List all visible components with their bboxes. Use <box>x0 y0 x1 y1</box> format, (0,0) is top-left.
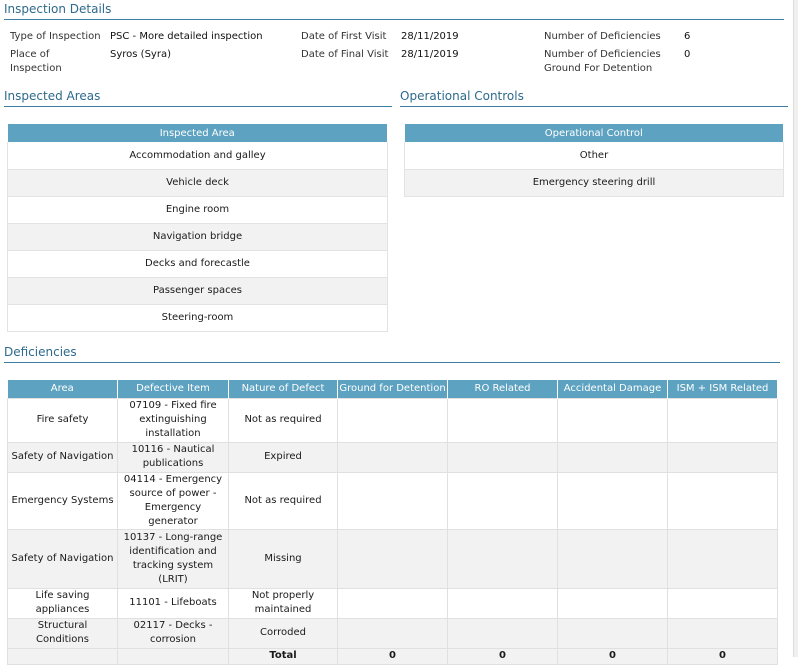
ism-related-cell <box>668 472 778 529</box>
inspected-areas-table <box>7 124 388 332</box>
total-row <box>8 648 778 664</box>
nature-cell: Corroded <box>229 618 338 648</box>
total-accidental-damage: 0 <box>558 648 668 664</box>
inspected-areas-title: Inspected Areas <box>4 89 392 107</box>
ism-related-cell <box>668 442 778 472</box>
ro-related-cell <box>448 398 558 442</box>
final-visit-label: Date of Final Visit <box>301 49 389 60</box>
table-row <box>8 588 778 618</box>
ro-related-cell <box>448 529 558 588</box>
col-ground-detention-header: Ground for Detention <box>338 380 448 398</box>
inspected-area-header: Inspected Area <box>8 124 388 142</box>
area-cell: Safety of Navigation <box>8 442 118 472</box>
num-detention-value: 0 <box>684 49 691 60</box>
col-nature-header: Nature of Defect <box>229 380 338 398</box>
inspected-area-row: Navigation bridge <box>8 223 388 250</box>
operational-control-row: Emergency steering drill <box>405 169 784 196</box>
total-ro-related: 0 <box>448 648 558 664</box>
place-of-inspection-label-1: Place of <box>10 49 50 60</box>
col-accidental-damage-header: Accidental Damage <box>558 380 668 398</box>
ism-related-cell <box>668 529 778 588</box>
deficiencies-table <box>7 380 778 665</box>
accidental-damage-cell <box>558 529 668 588</box>
ground-detention-cell <box>338 529 448 588</box>
area-cell: Structural Conditions <box>8 618 118 648</box>
num-deficiencies-label: Number of Deficiencies <box>544 31 661 42</box>
table-row <box>8 618 778 648</box>
table-row <box>8 472 778 529</box>
deficiencies-title: Deficiencies <box>4 345 780 363</box>
col-ro-related-header: RO Related <box>448 380 558 398</box>
inspection-details-title: Inspection Details <box>4 2 784 20</box>
first-visit-value: 28/11/2019 <box>401 31 459 42</box>
accidental-damage-cell <box>558 618 668 648</box>
inspected-area-row: Passenger spaces <box>8 277 388 304</box>
ism-related-cell <box>668 398 778 442</box>
total-empty-cell <box>118 648 229 664</box>
num-detention-label-2: Ground For Detention <box>544 63 653 74</box>
num-deficiencies-value: 6 <box>684 31 691 42</box>
ground-detention-cell <box>338 588 448 618</box>
defective-item-cell: 10116 - Nautical publications <box>118 442 229 472</box>
accidental-damage-cell <box>558 442 668 472</box>
ism-related-cell <box>668 588 778 618</box>
type-of-inspection-value: PSC - More detailed inspection <box>110 31 263 42</box>
final-visit-value: 28/11/2019 <box>401 49 459 60</box>
area-cell: Life saving appliances <box>8 588 118 618</box>
vertical-scrollbar[interactable] <box>793 0 798 657</box>
inspected-area-row: Accommodation and galley <box>8 142 388 169</box>
operational-controls-title: Operational Controls <box>400 89 788 107</box>
defective-item-cell: 02117 - Decks - corrosion <box>118 618 229 648</box>
ground-detention-cell <box>338 618 448 648</box>
defective-item-cell: 07109 - Fixed fire extinguishing installation <box>118 398 229 442</box>
first-visit-label: Date of First Visit <box>301 31 387 42</box>
total-ism-related: 0 <box>668 648 778 664</box>
col-area-header: Area <box>8 380 118 398</box>
nature-cell: Not as required <box>229 398 338 442</box>
table-row <box>8 529 778 588</box>
accidental-damage-cell <box>558 588 668 618</box>
defective-item-cell: 11101 - Lifeboats <box>118 588 229 618</box>
ro-related-cell <box>448 588 558 618</box>
inspected-area-row: Steering-room <box>8 304 388 331</box>
col-ism-related-header: ISM + ISM Related <box>668 380 778 398</box>
ground-detention-cell <box>338 398 448 442</box>
total-label: Total <box>229 648 338 664</box>
nature-cell: Expired <box>229 442 338 472</box>
area-cell: Fire safety <box>8 398 118 442</box>
operational-control-header: Operational Control <box>405 124 784 142</box>
ground-detention-cell <box>338 442 448 472</box>
nature-cell: Not as required <box>229 472 338 529</box>
place-of-inspection-value: Syros (Syra) <box>110 49 171 60</box>
accidental-damage-cell <box>558 472 668 529</box>
defective-item-cell: 04114 - Emergency source of power - Emergency generator <box>118 472 229 529</box>
total-empty-cell <box>8 648 118 664</box>
accidental-damage-cell <box>558 398 668 442</box>
operational-controls-table <box>404 124 784 197</box>
area-cell: Safety of Navigation <box>8 529 118 588</box>
inspected-area-row: Decks and forecastle <box>8 250 388 277</box>
table-row <box>8 442 778 472</box>
inspected-area-row: Vehicle deck <box>8 169 388 196</box>
ro-related-cell <box>448 618 558 648</box>
type-of-inspection-label: Type of Inspection <box>10 31 101 42</box>
nature-cell: Not properly maintained <box>229 588 338 618</box>
ro-related-cell <box>448 442 558 472</box>
table-row <box>8 398 778 442</box>
operational-control-row: Other <box>405 142 784 169</box>
ground-detention-cell <box>338 472 448 529</box>
defective-item-cell: 10137 - Long-range identification and tracking system (LRIT) <box>118 529 229 588</box>
ism-related-cell <box>668 618 778 648</box>
ro-related-cell <box>448 472 558 529</box>
total-ground-detention: 0 <box>338 648 448 664</box>
inspected-area-row: Engine room <box>8 196 388 223</box>
place-of-inspection-label-2: Inspection <box>10 63 62 74</box>
area-cell: Emergency Systems <box>8 472 118 529</box>
col-defective-item-header: Defective Item <box>118 380 229 398</box>
nature-cell: Missing <box>229 529 338 588</box>
num-detention-label-1: Number of Deficiencies <box>544 49 661 60</box>
